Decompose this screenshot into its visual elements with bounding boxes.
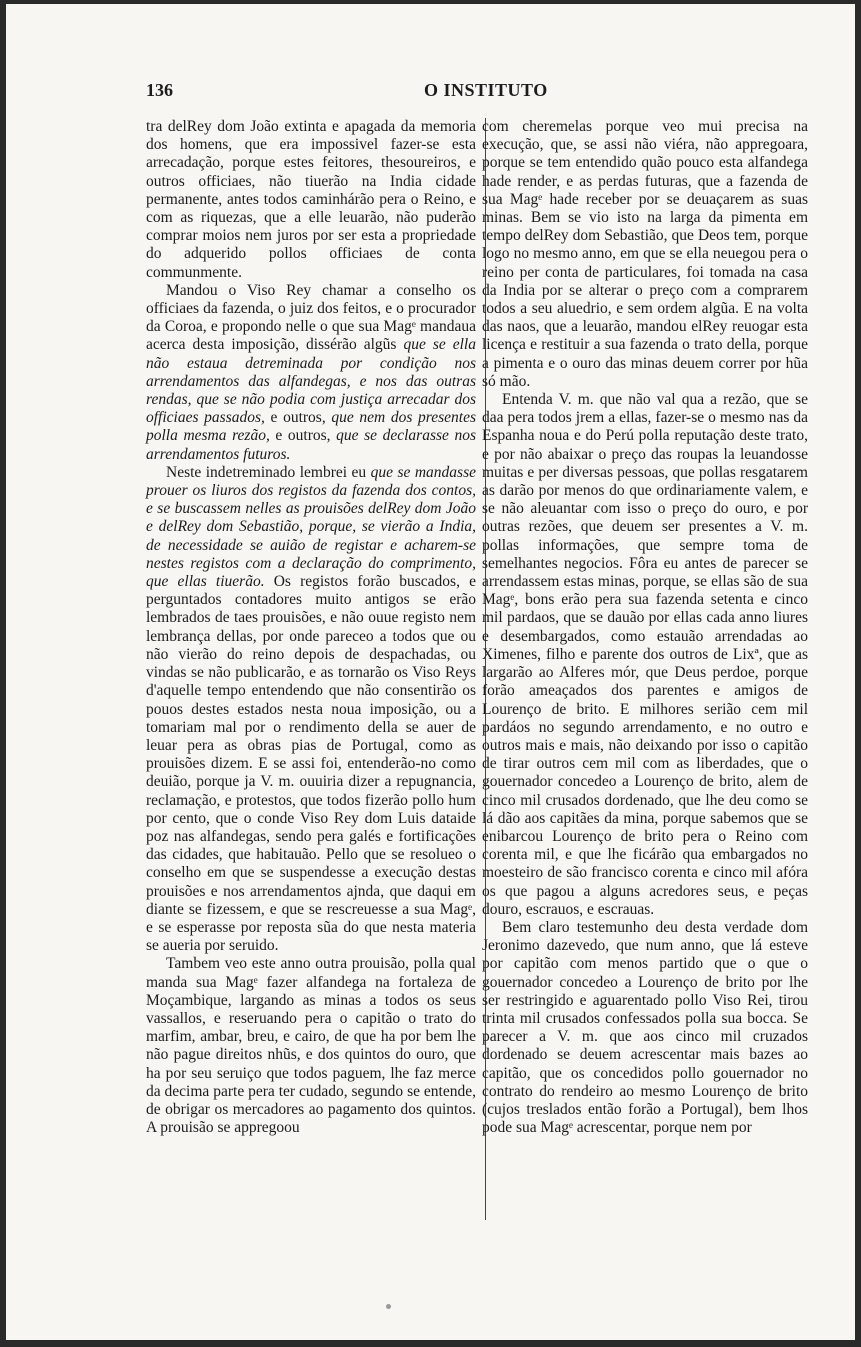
italic-run: que se declarasse nos arrendamentos futuros. [146,427,477,463]
ink-speck [386,1304,391,1309]
left-paragraph-3 [146,464,476,955]
text-run: Neste indetreminado lembrei eu [166,463,371,481]
italic-run: que nem dos presentes polla mesma rezão, [146,409,476,445]
running-title: O INSTITUTO [424,80,548,100]
page-header [146,80,806,106]
right-paragraph-3: Bem claro testemunho deu desta verdade dom Jeronimo dazevedo, que num anno, que lá esteve por capitão com menos partido que o que o gouernador concedeo a Lourenço de brito por lhe ser restringido e aguarentado pollo Viso Rei, tirou trinta mil crusados confessados polla sua bocca. Se parecer a V. m. que aos cinco mil cruzados dordenado se deuem acrescentar mais bazes ao capitão, que os concedidos pollo gouernador no contrato do rendeiro ao mesmo Lourenço de brito (cujos treslados então forão a Portugal), bem lhos pode sua Magᵉ acrescentar, porque nem por [482,918,808,1137]
text-run: Mandou o Viso Rey chamar a conselho os officiaes da fazenda, o juiz dos feitos, e o procurador da Coroa, e propondo nelle o que sua Magᵉ mandaua acerca desta imposição, dissérão algũs [146,281,476,354]
left-paragraph-4: Tambem veo este anno outra prouisão, polla qual manda sua Magᵉ fazer alfandega na fortaleza de Moçambique, largando as minas a todos os seus vassallos, e reseruando pera o capitão o trato do marfim, ambar, breu, e cairo, de que ha por bem lhe não pague direitos nhũs, e dos quintos do ouro, que ha por seu seruiço que todos paguem, lhe faz merce da decima parte pera ter cudado, segundo se entende, de obrigar os mercadores ao pagamento dos quintos. A prouisão se appregoou [146,955,476,1137]
right-column [482,118,808,1218]
italic-run: que se ella não estaua detreminada por condição nos arrendamentos das alfandegas, e nos das outras rendas, que se não podia com justiça arrecadar dos officiaes passados, [146,336,476,427]
left-paragraph-2 [146,282,476,464]
text-run: e outros, [269,427,337,445]
page-number: 136 [146,80,173,100]
right-paragraph-2: Entenda V. m. que não val qua a rezão, que se daa pera todos jrem a ellas, fazer-se o mesmo nas da Espanha noua e do Perú polla reputação deste trato, e por não abaixar o preço das roupas la leuandosse muitas e per diversas pessoas, que pollas resgatarem as darão por menos do que ordinariamente valem, e se não aleuantar com isso o preço do ouro, e por outras rezões, que deuem ser presentes a V. m. pollas informações, que sempre toma de semelhantes negocios. Fôra eu antes de parecer se arrendassem estas minas, porque, se ellas são de sua Magᵉ, bons erão pera sua fazenda setenta e cinco mil pardaos, que se dauão por ellas cada anno liures e desembargados, como estauão arrendadas ao Ximenes, filho e parente dos outros de Lixª, que as largarão ao Alferes mór, que Deus perdoe, porque forão ameaçados dos parentes e amigos de Lourenço de brito. E milhores serião cem mil pardáos no segundo arrendamento, e no outro e outros mais e mais, não deixando por isso o capitão de tirar outros cem mil com as liberdades, que o gouernador concedeo a Lourenço de brito, alem de cinco mil crusados dordenado, que lhe deu como se lá dão aos capitães da mina, porque sabemos que se enibarcou Lourenço de brito pera o Reino com corenta mil, e que lhe ficárão qua embargados no moesteiro de são francisco corenta e cinco mil afóra os que pagou a alguns acredores seus, e peças douro, escrauos, e escrauas. [482,391,808,918]
text-run: Os registos forão buscados, e perguntados contadores muito antigos se erão lembrados de taes prouisões, e não ouue registo nem lembrança dellas, por onde pareceo a todos que ou não vierão do reino depois de despachadas, ou vindas se não publicarão, e as tornarão os Viso Reys d'aquelle tempo entendendo que não consentirão os pouos destes estados nesta noua imposição, ou a tomariam mal por o rendimento della se auer de leuar pera as obras pias de Portugal, como as prouisões dizem. E se assi foi, entenderão-no como deuião, porque ja V. m. ouuiria dizer a repugnancia, reclamação, e protestos, que todos fizerão pollo hum por cento, que o conde Viso Rey dom Luis dataide poz nas alfandegas, sendo pera galés e fortificações das cidades, que habitauão. Pello que se resolueo o conselho em que se suspendesse a execução destas prouisões e nos arrendamentos ajnda, que daqui em diante se fizessem, e que se rescreuesse a sua Magᵉ, e se esperasse por reposta sũa do que nesta materia se aueria por seruido. [146,573,476,955]
left-paragraph-1: tra delRey dom João extinta e apagada da memoria dos homens, que era impossivel fazer-se esta arrecadação, porque estes feitores, thesoureiros, e outros officiaes, não tiuerão na India cidade permanente, antes todos caminhárão pera o Reino, e com as riquezas, que a elle leuarão, não puderão comprar moios nem juros por ser esta a propriedade do adquerido pollos officiaes de conta communmente. [146,118,476,281]
left-column [146,118,476,1218]
journal-page [6,4,855,1340]
italic-run: que se mandasse prouer os liuros dos registos da fazenda dos contos, e se buscassem nelles as prouisões delRey dom João e delRey dom Sebastião, porque, se vierão a India, de necessidade se auião de registar e acharem-se nestes registos com a declaração do comprimento, que ellas tiuerão. [146,463,476,591]
right-paragraph-1: com cheremelas porque veo mui precisa na execução, que, se assi não viéra, não appregoara, porque se tem entendido quão pouco esta alfandega hade render, e as perdas futuras, que a fazenda de sua Magᵉ hade receber por se deuaçarem as suas minas. Bem se vio isto na larga da pimenta em tempo delRey dom Sebastião, que Deos tem, porque logo no mesmo anno, em que se ella neuegou pera o reino per conta de particulares, foi tomada na casa da India por se alterar o preço com a comprarem todos a seu aluedrio, e sem ordem algũa. E na volta das naos, que a leuarão, mandou elRey reuogar esta licença e restituir a sua fazenda o trato della, porque a pimenta e o ouro das minas deuem correr por hũa só mão. [482,118,808,390]
text-run: e outros, [264,409,332,427]
